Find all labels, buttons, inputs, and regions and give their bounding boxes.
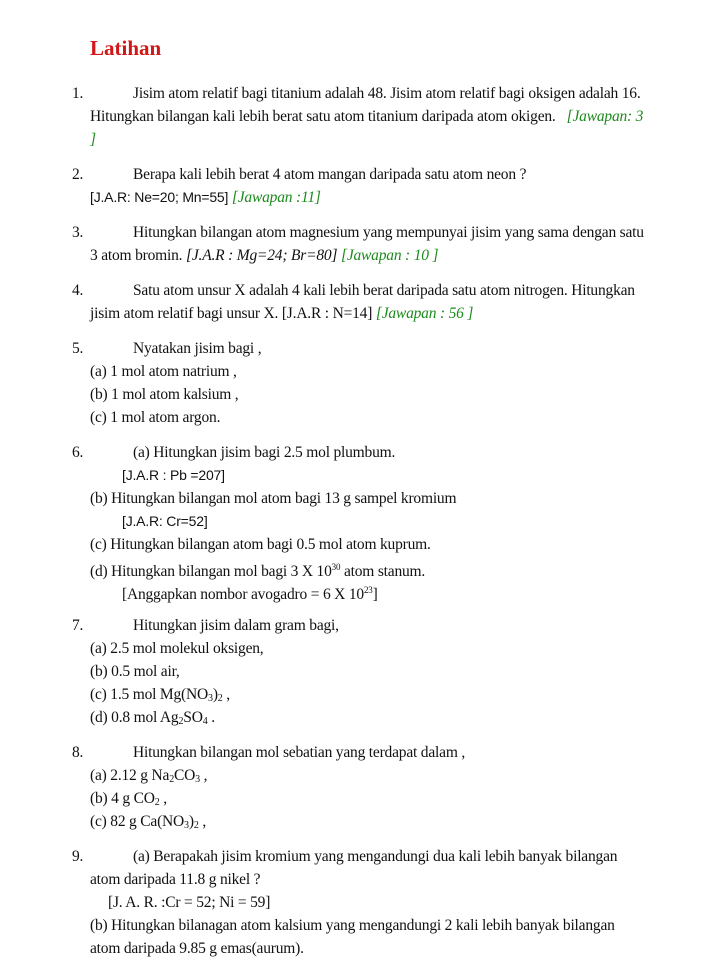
- sub-question: (a) Berapakah jisim kromium yang mengandungi dua kali lebih banyak bilangan: [133, 848, 618, 865]
- jar-values: [J.A.R : Pb =207]: [122, 467, 225, 483]
- text: ,: [199, 767, 208, 784]
- question-number: 5.: [72, 340, 84, 357]
- question-1: [0, 82, 724, 151]
- avogadro-note: [0, 579, 724, 602]
- text: (a) 2.12 g Na: [90, 767, 170, 784]
- sub-question: [0, 706, 724, 729]
- question-number: 4.: [72, 282, 84, 299]
- sub-question: atom daripada 9.85 g emas(aurum).: [90, 940, 304, 957]
- jar-values: [J.A.R : Mg=24; Br=80]: [186, 247, 338, 264]
- question-text: Berapa kali lebih berat 4 atom mangan daripada satu atom neon ?: [133, 166, 527, 183]
- text: atom stanum.: [343, 563, 426, 580]
- text: (d) Hitungkan bilangan mol bagi 3 X 10: [90, 563, 332, 580]
- text: CO: [174, 767, 196, 784]
- question-text: [0, 105, 724, 128]
- question-5: [0, 337, 724, 429]
- jar-values: [J. A. R. :Cr = 52; Ni = 59]: [108, 894, 271, 911]
- answer: [Jawapan :11]: [231, 189, 321, 206]
- answer: [Jawapan : 56 ]: [375, 305, 474, 322]
- text: [Anggapkan nombor avogadro = 6 X 10: [122, 586, 364, 603]
- sub-question: [0, 764, 724, 787]
- text: (c) 82 g Ca(NO: [90, 813, 185, 830]
- sub-question: (a) Hitungkan jisim bagi 2.5 mol plumbum.: [133, 444, 396, 461]
- jar-values: [J.A.R: Ne=20; Mn=55]: [90, 189, 229, 205]
- subscript: 3: [195, 774, 200, 785]
- subscript: 2: [193, 820, 199, 831]
- question-number: 6.: [72, 444, 84, 461]
- sub-question: (b) Hitungkan bilanagan atom kalsium yang mengandungi 2 kali lebih banyak bilangan: [90, 917, 615, 934]
- subscript: 2: [154, 797, 160, 808]
- sub-question: [0, 810, 724, 833]
- sub-question: (b) 0.5 mol air,: [90, 663, 180, 680]
- question-text: Jisim atom relatif bagi titanium adalah 48. Jisim atom relatif bagi oksigen adalah 16.: [133, 85, 641, 102]
- question-number: 9.: [72, 848, 84, 865]
- question-2: [0, 163, 724, 209]
- exponent: 23: [363, 585, 373, 595]
- jar-values: [J.A.R: Cr=52]: [122, 513, 208, 529]
- question-number: 1.: [72, 85, 84, 102]
- text: (c) 1.5 mol Mg(NO: [90, 686, 208, 703]
- answer: [Jawapan: 3: [566, 108, 644, 125]
- question-9: [0, 845, 724, 960]
- sub-question: (b) 1 mol atom kalsium ,: [90, 386, 239, 403]
- question-number: 2.: [72, 166, 84, 183]
- question-text: Satu atom unsur X adalah 4 kali lebih berat daripada satu atom nitrogen. Hitungkan: [133, 282, 635, 299]
- question-3: [0, 221, 724, 267]
- text: ]: [372, 586, 378, 603]
- subscript: 2: [217, 693, 223, 704]
- question-text: 3 atom bromin.: [90, 247, 183, 264]
- text: (b) 4 g CO: [90, 790, 155, 807]
- text: SO: [183, 709, 203, 726]
- sub-question: (c) Hitungkan bilangan atom bagi 0.5 mol atom kuprum.: [90, 536, 431, 553]
- text: .: [207, 709, 215, 726]
- question-text: Hitungkan bilangan atom magnesium yang mempunyai jisim yang sama dengan satu: [133, 224, 644, 241]
- question-number: 8.: [72, 744, 84, 761]
- sub-question: [0, 683, 724, 706]
- question-7: [0, 614, 724, 729]
- text: ,: [198, 813, 206, 830]
- sub-question: (b) Hitungkan bilangan mol atom bagi 13 g sampel kromium: [90, 490, 457, 507]
- question-number: 7.: [72, 617, 84, 634]
- question-8: [0, 741, 724, 833]
- question-text: jisim atom relatif bagi unsur X. [J.A.R : N=14]: [90, 305, 373, 322]
- text: (d) 0.8 mol Ag: [90, 709, 179, 726]
- question-text: Nyatakan jisim bagi ,: [133, 340, 262, 357]
- text: ): [188, 813, 194, 830]
- sub-question: [0, 787, 724, 810]
- sub-question: (a) 2.5 mol molekul oksigen,: [90, 640, 264, 657]
- page-title: Latihan: [90, 36, 162, 60]
- sub-question: (a) 1 mol atom natrium ,: [90, 363, 237, 380]
- text: Hitungkan bilangan kali lebih berat satu atom titanium daripada atom okigen.: [90, 108, 556, 125]
- text: ): [212, 686, 218, 703]
- question-4: [0, 279, 724, 325]
- subscript: 3: [208, 693, 213, 704]
- answer: [Jawapan : 10 ]: [340, 247, 439, 264]
- sub-question: (c) 1 mol atom argon.: [90, 409, 221, 426]
- question-text: Hitungkan bilangan mol sebatian yang terdapat dalam ,: [133, 744, 466, 761]
- subscript: 3: [184, 820, 189, 831]
- question-number: 3.: [72, 224, 84, 241]
- subscript: 2: [169, 774, 174, 785]
- sub-question: [0, 556, 724, 579]
- sub-question: atom daripada 11.8 g nikel ?: [90, 871, 261, 888]
- question-6: [0, 441, 724, 602]
- exponent: 30: [331, 562, 341, 572]
- subscript: 4: [202, 716, 208, 727]
- question-text: Hitungkan jisim dalam gram bagi,: [133, 617, 339, 634]
- subscript: 2: [178, 716, 184, 727]
- text: ,: [222, 686, 230, 703]
- text: ,: [159, 790, 167, 807]
- answer: ]: [90, 131, 96, 148]
